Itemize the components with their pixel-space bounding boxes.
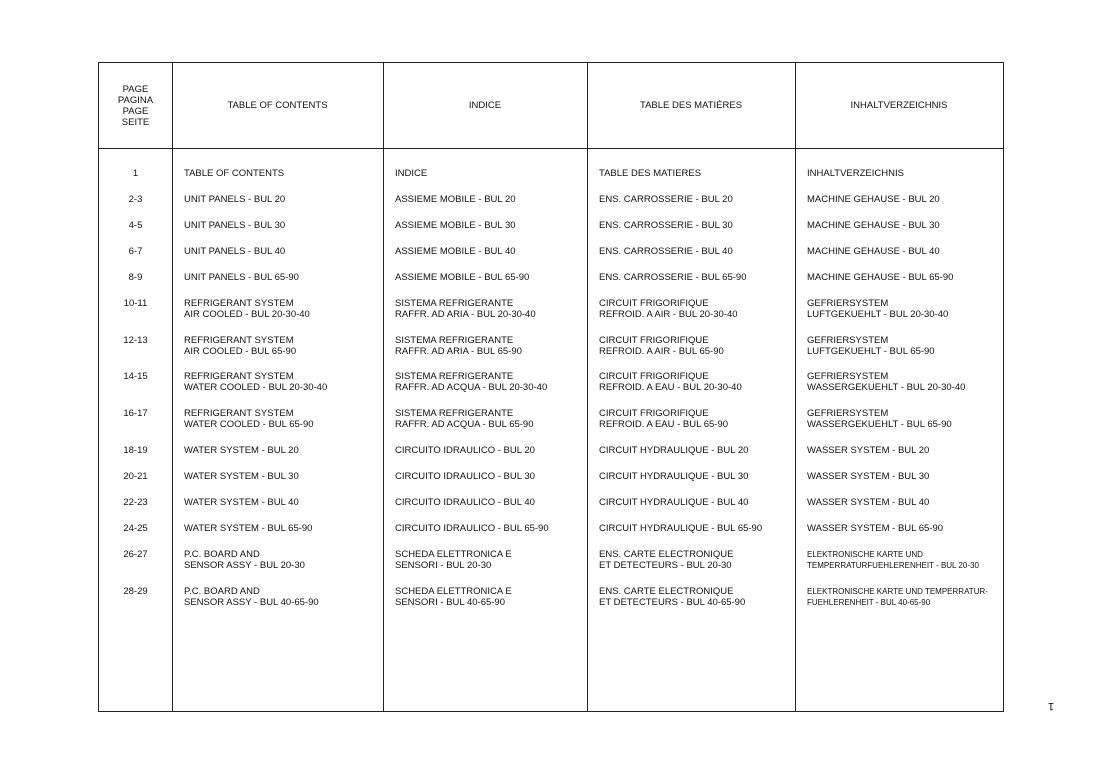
cell-line: LUFTGEKUEHLT - BUL 20-30-40 bbox=[807, 309, 949, 320]
cell-line: CIRCUIT FRIGORIFIQUE bbox=[599, 335, 709, 346]
cell-line: REFROID. A AIR - BUL 65-90 bbox=[599, 346, 724, 357]
cell-line: P.C. BOARD AND bbox=[184, 549, 260, 560]
row-cell-fr bbox=[599, 497, 748, 508]
row-cell-it bbox=[395, 471, 535, 482]
row-cell-de bbox=[807, 371, 965, 393]
cell-line: SCHEDA ELETTRONICA E bbox=[395, 586, 512, 597]
header-seite-label: SEITE bbox=[121, 116, 150, 128]
row-cell-it bbox=[395, 445, 535, 456]
cell-line: ASSIEME MOBILE - BUL 40 bbox=[395, 246, 516, 257]
cell-line: AIR COOLED - BUL 20-30-40 bbox=[184, 309, 310, 320]
row-cell-fr bbox=[599, 549, 733, 571]
row-cell-en bbox=[184, 272, 299, 283]
cell-line: RAFFR. AD ACQUA - BUL 65-90 bbox=[395, 419, 534, 430]
cell-line: SISTEMA REFRIGERANTE bbox=[395, 408, 514, 419]
row-cell-it bbox=[395, 220, 516, 231]
cell-line: CIRCUIT FRIGORIFIQUE bbox=[599, 371, 709, 382]
cell-line: CIRCUIT HYDRAULIQUE - BUL 40 bbox=[599, 497, 749, 508]
cell-line: UNIT PANELS - BUL 65-90 bbox=[184, 272, 299, 283]
row-page-number: 8-9 bbox=[128, 272, 143, 283]
header-page-label: PAGE bbox=[122, 83, 149, 95]
cell-line: LUFTGEKUEHLT - BUL 65-90 bbox=[807, 346, 935, 357]
row-cell-de bbox=[807, 471, 929, 482]
cell-line: REFRIGERANT SYSTEM bbox=[184, 335, 294, 346]
cell-line: SISTEMA REFRIGERANTE bbox=[395, 335, 514, 346]
cell-line: SISTEMA REFRIGERANTE bbox=[395, 298, 514, 309]
cell-line: RAFFR. AD ARIA - BUL 65-90 bbox=[395, 346, 522, 357]
cell-line: ET DETECTEURS - BUL 20-30 bbox=[599, 560, 732, 571]
cell-line: CIRCUIT HYDRAULIQUE - BUL 20 bbox=[599, 445, 749, 456]
cell-line: TABLE OF CONTENTS bbox=[184, 168, 285, 179]
row-cell-de bbox=[807, 586, 988, 608]
row-cell-it bbox=[395, 549, 512, 571]
row-cell-de bbox=[807, 194, 940, 205]
row-cell-fr bbox=[599, 586, 745, 608]
cell-line: REFROID. A EAU - BUL 20-30-40 bbox=[599, 382, 742, 393]
cell-line: MACHINE GEHAUSE - BUL 40 bbox=[807, 246, 940, 257]
row-cell-fr bbox=[599, 168, 701, 179]
column-divider bbox=[587, 63, 588, 711]
contents-table bbox=[98, 62, 1004, 712]
cell-line: INHALTVERZEICHNIS bbox=[807, 168, 904, 179]
cell-line: SCHEDA ELETTRONICA E bbox=[395, 549, 512, 560]
cell-line: WASSER SYSTEM - BUL 65-90 bbox=[807, 523, 944, 534]
row-cell-en bbox=[184, 371, 327, 393]
row-page-number: 6-7 bbox=[128, 246, 143, 257]
row-cell-de bbox=[807, 549, 979, 571]
row-page-number: 12-13 bbox=[123, 335, 148, 346]
cell-line: SENSOR ASSY - BUL 20-30 bbox=[184, 560, 305, 571]
row-page-number: 24-25 bbox=[123, 523, 148, 534]
row-cell-fr bbox=[599, 246, 733, 257]
cell-line: ENS. CARTE ELECTRONIQUE bbox=[599, 549, 734, 560]
row-cell-de bbox=[807, 220, 940, 231]
row-cell-en bbox=[184, 445, 299, 456]
row-page-number: 16-17 bbox=[123, 408, 148, 419]
cell-line: WASSERGEKUEHLT - BUL 20-30-40 bbox=[807, 382, 966, 393]
column-divider bbox=[795, 63, 796, 711]
row-page-number: 20-21 bbox=[123, 471, 148, 482]
header-german: INHALTVERZEICHNIS bbox=[850, 100, 948, 111]
row-cell-en bbox=[184, 408, 314, 430]
row-cell-en bbox=[184, 549, 305, 571]
row-cell-en bbox=[184, 168, 284, 179]
cell-line: REFROID. A AIR - BUL 20-30-40 bbox=[599, 309, 738, 320]
row-cell-en bbox=[184, 523, 312, 534]
cell-line: TABLE DES MATIERES bbox=[599, 168, 702, 179]
cell-line: REFRIGERANT SYSTEM bbox=[184, 408, 294, 419]
row-cell-fr bbox=[599, 445, 748, 456]
cell-line: WASSER SYSTEM - BUL 20 bbox=[807, 445, 930, 456]
cell-line: WATER SYSTEM - BUL 30 bbox=[184, 471, 299, 482]
cell-line: WASSER SYSTEM - BUL 40 bbox=[807, 497, 930, 508]
cell-line: FUEHLERENHEIT - BUL 40-65-90 bbox=[807, 598, 931, 607]
header-pagina-label: PAGINA bbox=[117, 94, 154, 106]
row-cell-en bbox=[184, 194, 285, 205]
page-number: 1 bbox=[1048, 700, 1055, 712]
row-cell-fr bbox=[599, 194, 733, 205]
row-cell-en bbox=[184, 497, 299, 508]
row-page-number: 10-11 bbox=[123, 298, 148, 309]
cell-line: WATER SYSTEM - BUL 20 bbox=[184, 445, 299, 456]
cell-line: UNIT PANELS - BUL 20 bbox=[184, 194, 286, 205]
row-cell-de bbox=[807, 298, 948, 320]
row-cell-fr bbox=[599, 471, 748, 482]
row-cell-it bbox=[395, 194, 516, 205]
column-divider bbox=[172, 63, 173, 711]
cell-line: REFROID. A EAU - BUL 65-90 bbox=[599, 419, 728, 430]
row-cell-it bbox=[395, 168, 427, 179]
row-cell-it bbox=[395, 272, 529, 283]
cell-line: CIRCUITO IDRAULICO - BUL 20 bbox=[395, 445, 535, 456]
cell-line: ASSIEME MOBILE - BUL 30 bbox=[395, 220, 516, 231]
cell-line: CIRCUITO IDRAULICO - BUL 30 bbox=[395, 471, 535, 482]
cell-line: ASSIEME MOBILE - BUL 20 bbox=[395, 194, 516, 205]
row-cell-fr bbox=[599, 220, 733, 231]
row-page-number: 18-19 bbox=[123, 445, 148, 456]
cell-line: GEFRIERSYSTEM bbox=[807, 335, 889, 346]
cell-line: WASSER SYSTEM - BUL 30 bbox=[807, 471, 930, 482]
header-italian: INDICE bbox=[468, 100, 502, 111]
header-page-fr-label: PAGE bbox=[122, 105, 149, 117]
cell-line: SISTEMA REFRIGERANTE bbox=[395, 371, 514, 382]
row-page-number: 14-15 bbox=[123, 371, 148, 382]
row-cell-it bbox=[395, 246, 516, 257]
cell-line: GEFRIERSYSTEM bbox=[807, 408, 889, 419]
row-cell-en bbox=[184, 586, 319, 608]
row-cell-de bbox=[807, 497, 929, 508]
cell-line: ELEKTRONISCHE KARTE UND TEMPERRATUR- bbox=[807, 587, 988, 596]
row-cell-de bbox=[807, 246, 940, 257]
row-page-number: 1 bbox=[132, 168, 139, 179]
row-cell-it bbox=[395, 586, 512, 608]
row-cell-en bbox=[184, 471, 299, 482]
cell-line: ENS. CARROSSERIE - BUL 20 bbox=[599, 194, 733, 205]
cell-line: ET DETECTEURS - BUL 40-65-90 bbox=[599, 597, 746, 608]
row-cell-de bbox=[807, 335, 935, 357]
row-cell-de bbox=[807, 168, 904, 179]
row-page-number: 28-29 bbox=[123, 586, 148, 597]
cell-line: GEFRIERSYSTEM bbox=[807, 298, 889, 309]
row-cell-it bbox=[395, 371, 547, 393]
row-cell-it bbox=[395, 497, 535, 508]
column-divider bbox=[383, 63, 384, 711]
row-page-number: 4-5 bbox=[128, 220, 143, 231]
cell-line: ELEKTRONISCHE KARTE UND bbox=[807, 550, 923, 559]
cell-line: WATER SYSTEM - BUL 65-90 bbox=[184, 523, 313, 534]
cell-line: P.C. BOARD AND bbox=[184, 586, 260, 597]
cell-line: CIRCUITO IDRAULICO - BUL 65-90 bbox=[395, 523, 549, 534]
row-cell-de bbox=[807, 408, 952, 430]
cell-line: REFRIGERANT SYSTEM bbox=[184, 298, 294, 309]
row-cell-en bbox=[184, 335, 296, 357]
row-cell-fr bbox=[599, 298, 738, 320]
row-cell-en bbox=[184, 246, 285, 257]
cell-line: UNIT PANELS - BUL 30 bbox=[184, 220, 286, 231]
row-page-number: 22-23 bbox=[123, 497, 148, 508]
row-cell-it bbox=[395, 335, 522, 357]
cell-line: SENSOR ASSY - BUL 40-65-90 bbox=[184, 597, 319, 608]
cell-line: AIR COOLED - BUL 65-90 bbox=[184, 346, 297, 357]
row-cell-fr bbox=[599, 523, 762, 534]
cell-line: CIRCUIT FRIGORIFIQUE bbox=[599, 408, 709, 419]
row-cell-fr bbox=[599, 272, 746, 283]
cell-line: CIRCUIT FRIGORIFIQUE bbox=[599, 298, 709, 309]
row-cell-fr bbox=[599, 371, 742, 393]
header-page-column bbox=[99, 63, 172, 148]
row-cell-fr bbox=[599, 335, 724, 357]
cell-line: UNIT PANELS - BUL 40 bbox=[184, 246, 286, 257]
header-divider bbox=[99, 148, 1003, 149]
cell-line: GEFRIERSYSTEM bbox=[807, 371, 889, 382]
cell-line: ASSIEME MOBILE - BUL 65-90 bbox=[395, 272, 530, 283]
cell-line: CIRCUIT HYDRAULIQUE - BUL 65-90 bbox=[599, 523, 763, 534]
row-cell-de bbox=[807, 272, 953, 283]
cell-line: RAFFR. AD ARIA - BUL 20-30-40 bbox=[395, 309, 536, 320]
cell-line: REFRIGERANT SYSTEM bbox=[184, 371, 294, 382]
cell-line: WATER SYSTEM - BUL 40 bbox=[184, 497, 299, 508]
row-page-number: 2-3 bbox=[128, 194, 143, 205]
cell-line: CIRCUITO IDRAULICO - BUL 40 bbox=[395, 497, 535, 508]
cell-line: ENS. CARROSSERIE - BUL 30 bbox=[599, 220, 733, 231]
cell-line: ENS. CARROSSERIE - BUL 65-90 bbox=[599, 272, 747, 283]
cell-line: SENSORI - BUL 20-30 bbox=[395, 560, 492, 571]
cell-line: MACHINE GEHAUSE - BUL 30 bbox=[807, 220, 940, 231]
row-page-number: 26-27 bbox=[123, 549, 148, 560]
cell-line: ENS. CARTE ELECTRONIQUE bbox=[599, 586, 734, 597]
cell-line: WATER COOLED - BUL 65-90 bbox=[184, 419, 314, 430]
cell-line: WATER COOLED - BUL 20-30-40 bbox=[184, 382, 328, 393]
row-cell-it bbox=[395, 298, 536, 320]
row-cell-fr bbox=[599, 408, 728, 430]
cell-line: CIRCUIT HYDRAULIQUE - BUL 30 bbox=[599, 471, 749, 482]
row-cell-de bbox=[807, 523, 943, 534]
cell-line: WASSERGEKUEHLT - BUL 65-90 bbox=[807, 419, 952, 430]
row-cell-en bbox=[184, 220, 285, 231]
cell-line: MACHINE GEHAUSE - BUL 20 bbox=[807, 194, 940, 205]
cell-line: RAFFR. AD ACQUA - BUL 20-30-40 bbox=[395, 382, 548, 393]
cell-line: MACHINE GEHAUSE - BUL 65-90 bbox=[807, 272, 954, 283]
cell-line: INDICE bbox=[395, 168, 428, 179]
row-cell-it bbox=[395, 408, 534, 430]
header-french: TABLE DES MATIÉRES bbox=[639, 100, 743, 111]
cell-line: ENS. CARROSSERIE - BUL 40 bbox=[599, 246, 733, 257]
header-english: TABLE OF CONTENTS bbox=[227, 100, 328, 111]
row-cell-en bbox=[184, 298, 310, 320]
cell-line: SENSORI - BUL 40-65-90 bbox=[395, 597, 505, 608]
cell-line: TEMPERRATURFUEHLERENHEIT - BUL 20-30 bbox=[807, 561, 979, 570]
row-cell-de bbox=[807, 445, 929, 456]
row-cell-it bbox=[395, 523, 549, 534]
